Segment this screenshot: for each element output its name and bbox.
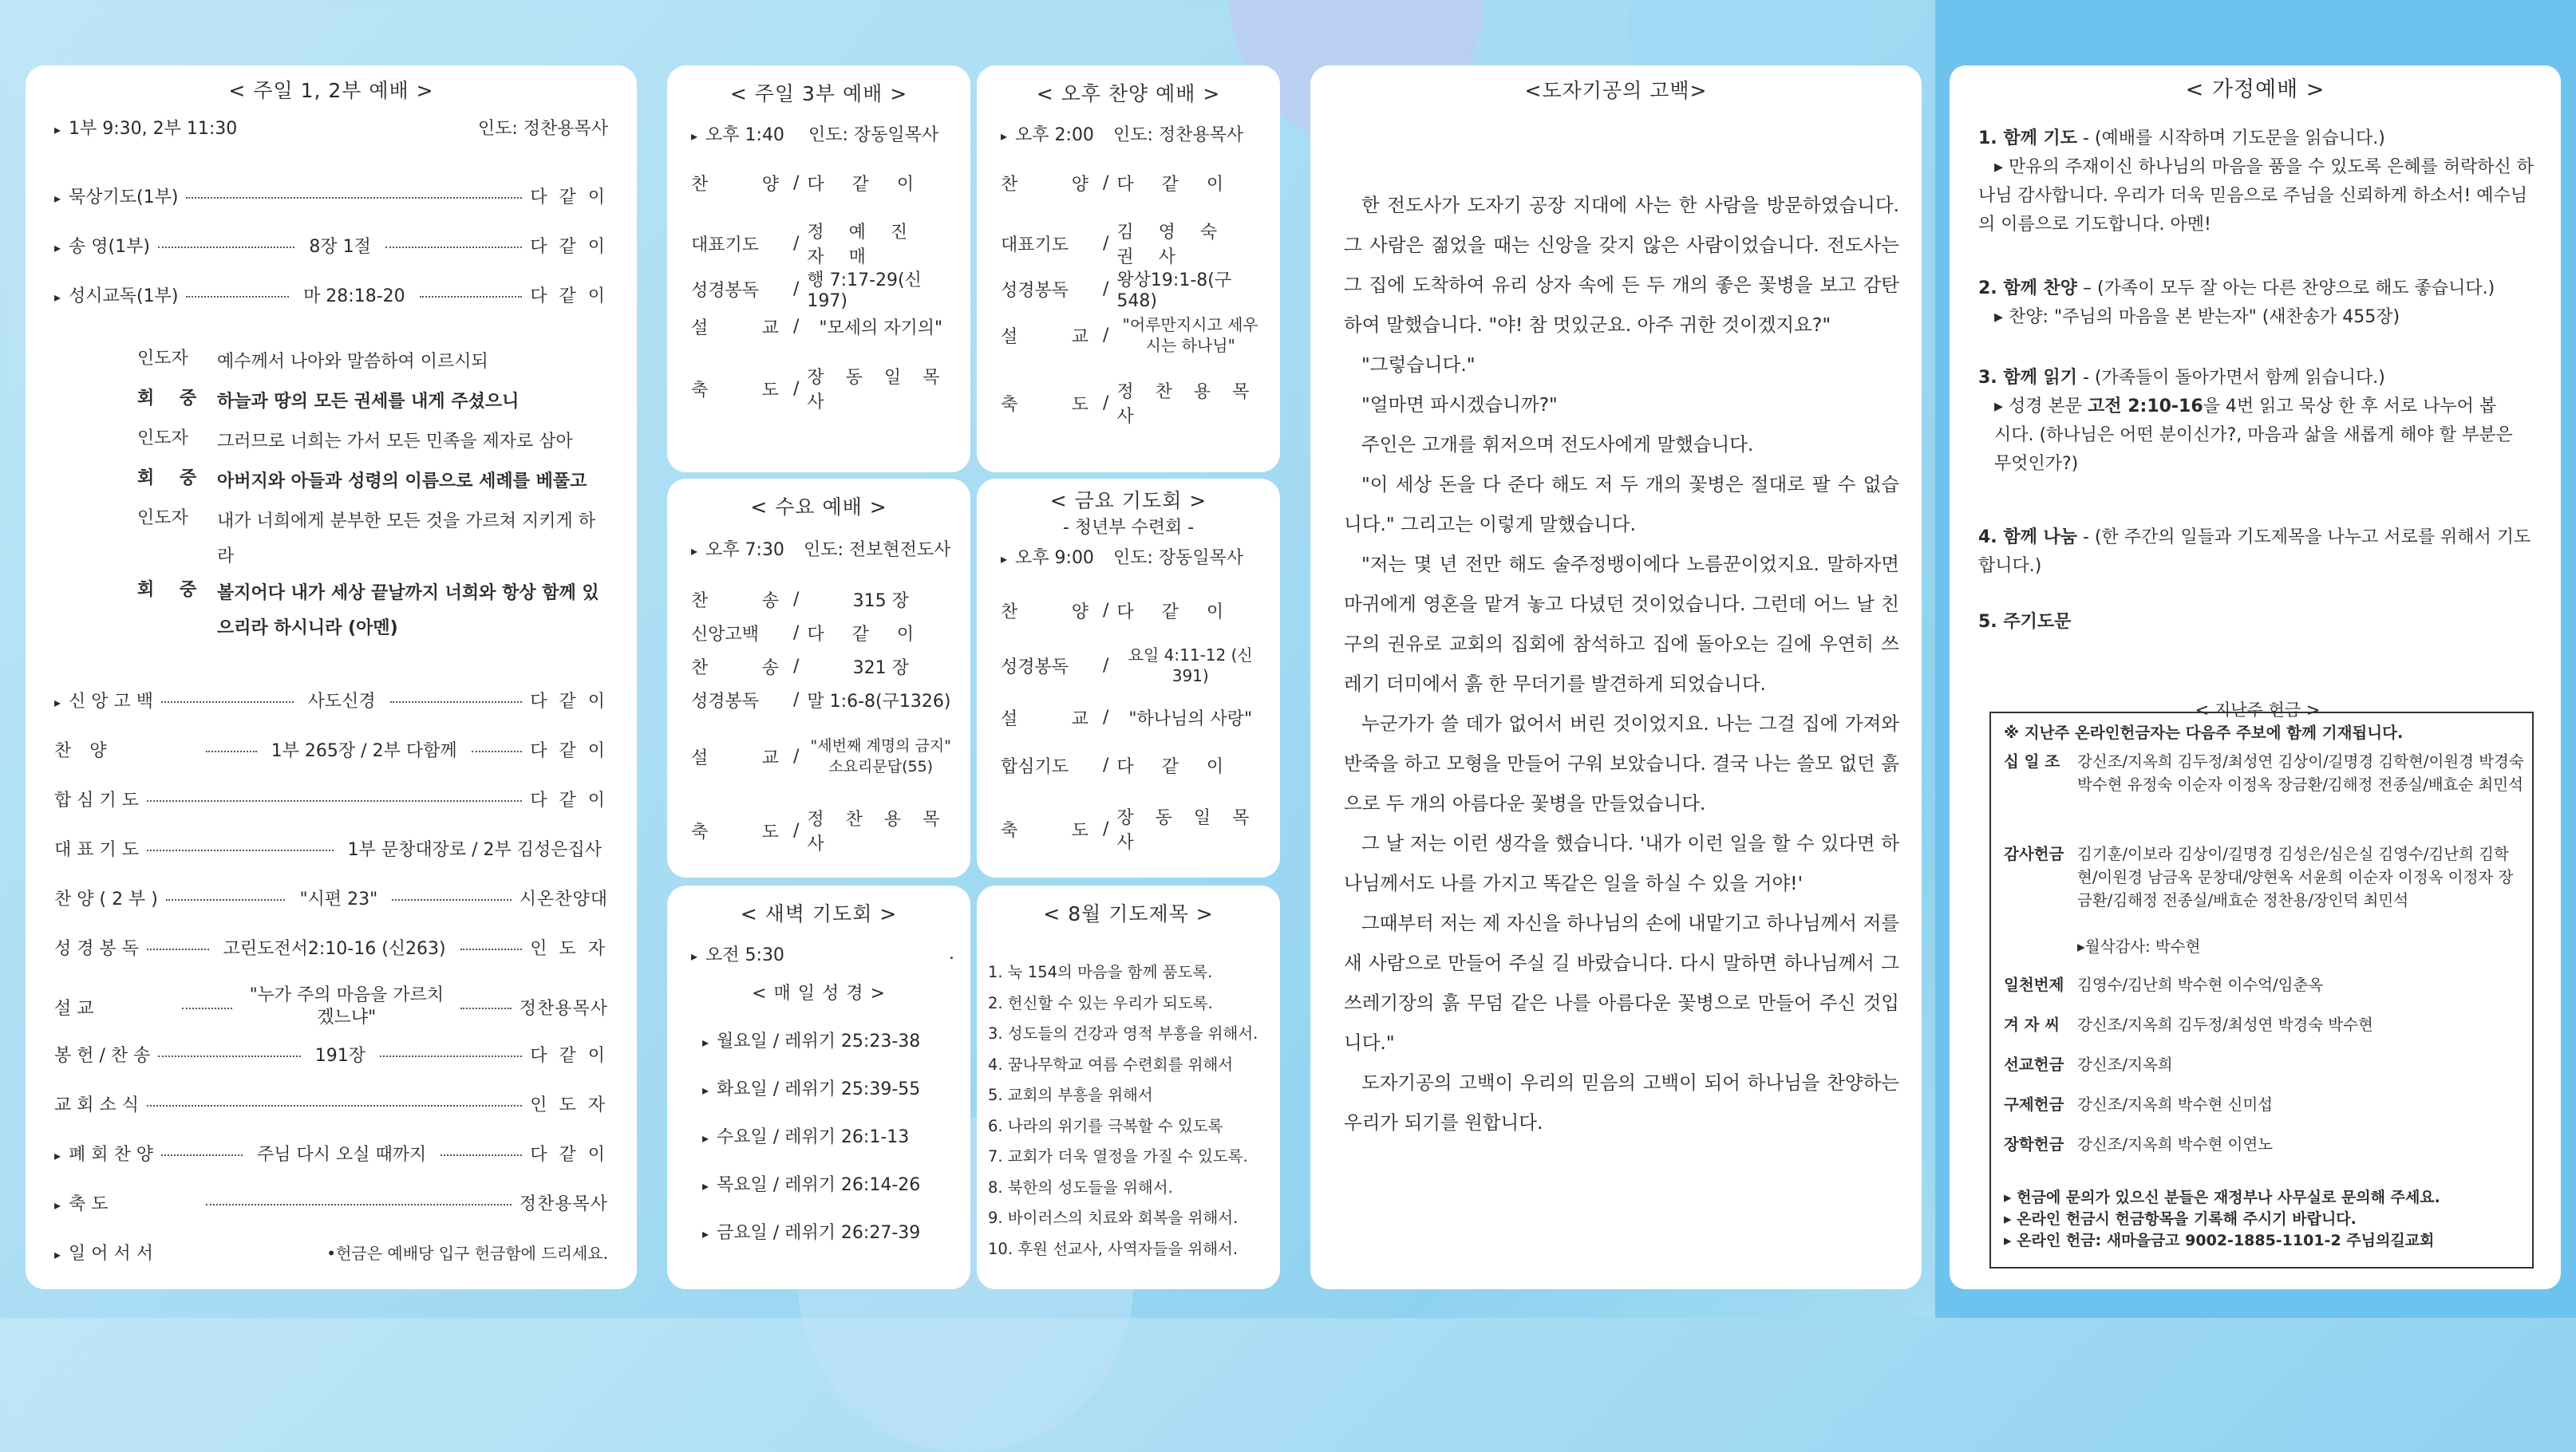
section-prayer-body: ▸ 만유의 주재이신 하나님의 마음을 품을 수 있도록 은혜를 허락하신 하나님 감사합니다. 우리가 더욱 믿음으로 주님을 신뢰하게 하소서! 예수님의 이름으로 기도합니다. 아멘! <box>1978 157 2535 235</box>
order-row: 성 경 봉 독 고린도전서2:10-16 (신263) 인 도 자 <box>54 935 608 960</box>
offering-row: 구제헌금 강신조/지옥희 박수현 신미섭 <box>2004 1095 2274 1114</box>
order-row: 설 교 "누가 주의 마음을 가르치겠느냐" 정찬용목사 <box>54 985 609 1028</box>
order-row: ▸ 성시교독(1부) 마 28:18-20 다 같 이 <box>54 282 608 307</box>
order-row: 찬 양 1부 265장 / 2부 다함께 다 같 이 <box>54 737 608 762</box>
list-item: 4. 꿈나무학교 여름 수련회를 위해서 <box>988 1055 1234 1074</box>
order-row: ▸ 폐 회 찬 양 주님 다시 오실 때까지 다 같 이 <box>54 1141 608 1166</box>
order-row: ▸ 일 어 서 서 •헌금은 예배당 입구 헌금함에 드리세요. <box>54 1240 608 1265</box>
offering-row: 십 일 조 강신조/지옥희 김두정/최성연 김상이/길명경 김학현/이원경 박경숙 박수현 유정숙 이순자 이정옥 장금환/김해정 전종실/배효순 최민석 <box>2004 752 2524 794</box>
responsive-reading-line: 인도자 내가 너희에게 분부한 모든 것을 가르쳐 지키게 하라 <box>137 508 595 566</box>
offering-row: 일천번제 김영수/김난희 박수현 이수억/임춘옥 <box>2004 976 2324 994</box>
offering-box <box>1989 712 2534 1269</box>
list-item: 3. 성도들의 건강과 영적 부흥을 위해서. <box>988 1024 1258 1043</box>
offering-note: ▸ 헌금에 문의가 있으신 분들은 재정부나 사무실로 문의해 주세요. <box>2004 1189 2440 1206</box>
friday-prayer-panel: < 금요 기도회 > - 청년부 수련회 - ▸ 오후 9:00 인도: 장동일목사 찬 양 / 다 같 이 성경봉독 / 요일 4:11-12 (신391) 설 교 / "하나님의 사랑" 합심기도 / 다 같 이 축 도 / 장 동 일 목 사 <box>977 479 1280 878</box>
offering-note: ▸ 온라인 헌금: 새마을금고 9002-1885-1101-2 주님의길교회 <box>2004 1232 2435 1249</box>
panel-title: < 주일 1, 2부 예배 > <box>228 79 434 102</box>
panel-title: < 새벽 기도회 > <box>740 902 898 925</box>
offering-row: 겨 자 씨 강신조/지옥희 김두정/최성연 박경숙 박수현 <box>2004 1016 2373 1034</box>
offering-notice: ※ 지난주 온라인헌금자는 다음주 주보에 함께 기재됩니다. <box>2004 724 2404 742</box>
list-item: 6. 나라의 위기를 극복할 수 있도록 <box>988 1116 1223 1135</box>
family-worship-panel <box>1950 65 2561 1289</box>
wednesday-service-panel: < 수요 예배 > ▸ 오후 7:30 인도: 전보현전도사 찬 송 / 315 장 신앙고백 / 다 같 이 찬 송 / 321 장 성경봉독 / 말 1:6-8(구1326) 설 교 / "세번째 계명의 금지" 소요리문답(55) 축 도 / 정 찬 용 목 사 <box>667 479 970 878</box>
order-row: ▸ 신 앙 고 백 사도신경 다 같 이 <box>54 688 608 712</box>
offering-note: ▸ 온라인 헌금시 헌금항목을 기록해 주시기 바랍니다. <box>2004 1210 2357 1228</box>
service-time: ▸ 1부 9:30, 2부 11:30 <box>54 115 237 140</box>
panel-subtitle: - 청년부 수련회 - <box>1062 518 1195 538</box>
sunday-service-panel <box>26 65 637 1289</box>
panel-title: <도자기공의 고백> <box>1524 79 1708 102</box>
order-row: 교 회 소 식 인 도 자 <box>54 1095 608 1115</box>
panel-title: < 오후 찬양 예배 > <box>1036 82 1221 105</box>
panel-title: < 주일 3부 예배 > <box>729 82 908 105</box>
sunday-third-service-panel: < 주일 3부 예배 > ▸ 오후 1:40 인도: 장동일목사 찬 양 / 다 같 이 대표기도 / 정 예 진 자 매 성경봉독 / 행 7:17-29(신197) 설 교 / "모세의 자기의" 축 도 / 장 동 일 목 사 <box>667 65 970 472</box>
order-row: ▸ 송 영(1부) 8장 1절 다 같 이 <box>54 233 608 258</box>
list-item: 1. 눅 154의 마음을 함께 품도록. <box>988 963 1213 981</box>
list-item: 2. 헌신할 수 있는 우리가 되도록. <box>988 993 1213 1012</box>
offering-row: ▸월삭감사: 박수현 <box>2077 937 2201 956</box>
daily-bible-title: < 매 일 성 경 > <box>752 984 886 1004</box>
list-item: 5. 교회의 부흥을 위해서 <box>988 1086 1153 1104</box>
order-row: 합 심 기 도 다 같 이 <box>54 791 608 811</box>
section-reading: 3. 함께 읽기 - (가족들이 돌아가면서 함께 읽습니다.) <box>1978 368 2385 388</box>
section-sharing: 4. 함께 나눔 - (한 주간의 일들과 기도제목을 나누고 서로를 위해서 기도합니다.) <box>1978 527 2531 576</box>
responsive-reading-line: 인도자 예수께서 나아와 말씀하여 이르시되 <box>137 349 488 372</box>
dawn-prayer-panel: < 새벽 기도회 > ▸ 오전 5:30 . < 매 일 성 경 > ▸ 월요일 / 레위기 25:23-38 ▸ 화요일 / 레위기 25:39-55 ▸ 수요일 / 레위기 26:1-13 ▸ 목요일 / 레위기 26:14-26 ▸ 금요일 / 레위기 26:27-39 <box>667 886 970 1289</box>
section-praise: 2. 함께 찬양 – (가족이 모두 잘 아는 다른 찬양으로 해도 좋습니다.) <box>1978 278 2495 298</box>
prayer-topics-panel <box>977 886 1280 1289</box>
responsive-reading-line: 회 중 하늘과 땅의 모든 권세를 내게 주셨으니 <box>137 389 520 412</box>
potter-story-panel <box>1310 65 1922 1289</box>
list-item: 9. 바이러스의 치료와 회복을 위해서. <box>988 1209 1239 1227</box>
offering-row: 장학헌금 강신조/지옥희 박수현 이연노 <box>2004 1135 2274 1154</box>
offering-row: 선교헌금 강신조/지옥희 <box>2004 1055 2173 1074</box>
panel-title: < 가정예배 > <box>2185 77 2325 102</box>
responsive-reading-line: 인도자 그러므로 너희는 가서 모든 민족을 제자로 삼아 <box>137 428 573 452</box>
responsive-reading-line: 회 중 볼지어다 내가 세상 끝날까지 너희와 항상 함께 있으리라 하시니라 (아멘) <box>137 580 599 638</box>
order-row: ▸ 축 도 정찬용목사 <box>54 1190 608 1215</box>
order-row: ▸ 묵상기도(1부) 다 같 이 <box>54 183 608 208</box>
section-lords-prayer: 5. 주기도문 <box>1978 612 2072 632</box>
list-item: 7. 교회가 더욱 열정을 가질 수 있도록. <box>988 1147 1248 1166</box>
offering-title: < 지난주 헌금 > <box>2195 700 2321 720</box>
panel-title: < 8월 기도제목 > <box>1043 902 1214 925</box>
section-reading-body: ▸ 성경 본문 고전 2:10-16을 4번 읽고 묵상 한 후 서로 나누어 봅시다. (하나님은 어떤 분이신가?, 마음과 삶을 새롭게 해야 할 부분은 무엇인가?) <box>1994 397 2513 474</box>
list-item: 10. 후원 선교사, 사역자들을 위해서. <box>988 1239 1239 1258</box>
panel-title: < 금요 기도회 > <box>1049 489 1207 512</box>
afternoon-praise-panel: < 오후 찬양 예배 > ▸ 오후 2:00 인도: 정찬용목사 찬 양 / 다 같 이 대표기도 / 김 영 숙 권 사 성경봉독 / 왕상19:1-8(구548) 설 교 / "어루만지시고 세우시는 하나님" 축 도 / 정 찬 용 목 사 <box>977 65 1280 472</box>
responsive-reading-line: 회 중 아버지와 아들과 성령의 이름으로 세례를 베풀고 <box>137 468 587 491</box>
section-prayer: 1. 함께 기도 - (예배를 시작하며 기도문을 읽습니다.) <box>1978 128 2385 148</box>
order-row: 대 표 기 도 1부 문창대장로 / 2부 김성은집사 <box>54 836 608 861</box>
list-item: 8. 북한의 성도들을 위해서. <box>988 1178 1173 1197</box>
story-text: 한 전도사가 도자기 공장 지대에 사는 한 사람을 방문하였습니다. 그 사람은 젊었을 때는 신앙을 갖지 않은 사람이었습니다. 전도사는 그 집에 도착하여 유리 상자 속에 든 두 개의 좋은 꽃병을 보고 감탄하여 말했습니다. "야! 참 멋있군요. 아주 귀한 것이겠지요?" "그렇습니다." "얼마면 파시겠습니까?" 주인은 고개를 휘저으며 전도사에게 말했습니다. "이 세상 돈을 다 준다 해도 저 두 개의 꽃병은 절대로 팔 수 없습니다." 그리고는 이렇게 말했습니다. "저는 몇 년 전만 해도 술주정뱅이에다 노름꾼이었지요. 말하자면 마귀에게 영혼을 맡겨 놓고 다녔던 것이었습니다. 그런데 어느 날 친구의 권유로 교회의 집회에 참석하고 집에 돌아오는 길에 우연히 쓰레기 더미에서 흙 한 무더기를 발견하게 되었습니다. 누군가가 쓸 데가 없어서 버린 것이었지요. 나는 그걸 집에 가져와 반죽을 하고 모형을 만들어 구워 보았습니다. 결국 나는 쓸모 없던 흙으로 두 개의 아름다운 꽃병을 만들었습니다. 그 날 저는 이런 생각을 했습니다. '내가 이런 일을 할 수 있다면 하나님께서도 나를 가지고 똑같은 일을 하실 수 있을 거야!' 그때부터 저는 제 자신을 하나님의 손에 내맡기고 하나님께서 저를 새 사람으로 만들어 주실 길 바랐습니다. 다시 말하면 하나님께서 그 쓰레기장의 흙 무덤 같은 나를 아름다운 꽃병으로 만들어 주신 것입니다." 도자기공의 고백이 우리의 믿음의 고백이 되어 하나님을 찬양하는 우리가 되기를 원합니다. <box>1344 194 1899 1134</box>
panel-title: < 수요 예배 > <box>750 495 887 519</box>
service-leader: 인도: 정찬용목사 <box>477 119 608 139</box>
section-praise-body: ▸ 찬양: "주님의 마음을 본 받는자" (새찬송가 455장) <box>1994 307 2400 327</box>
prayer-topics-list <box>988 957 1275 1265</box>
offering-row: 감사헌금 김기훈/이보라 김상이/길명경 김성은/심은실 김영수/김난희 김학현/이원경 남금옥 문창대/양현옥 서윤희 이순자 이정옥 이정자 장금환/김해정 전종실/배효순 정찬용/장인덕 최민석 <box>2004 845 2514 909</box>
order-row: 찬 양 ( 2 부 ) "시편 23" 시온찬양대 <box>54 886 608 910</box>
order-row: 봉 헌 / 찬 송 191장 다 같 이 <box>54 1042 608 1067</box>
